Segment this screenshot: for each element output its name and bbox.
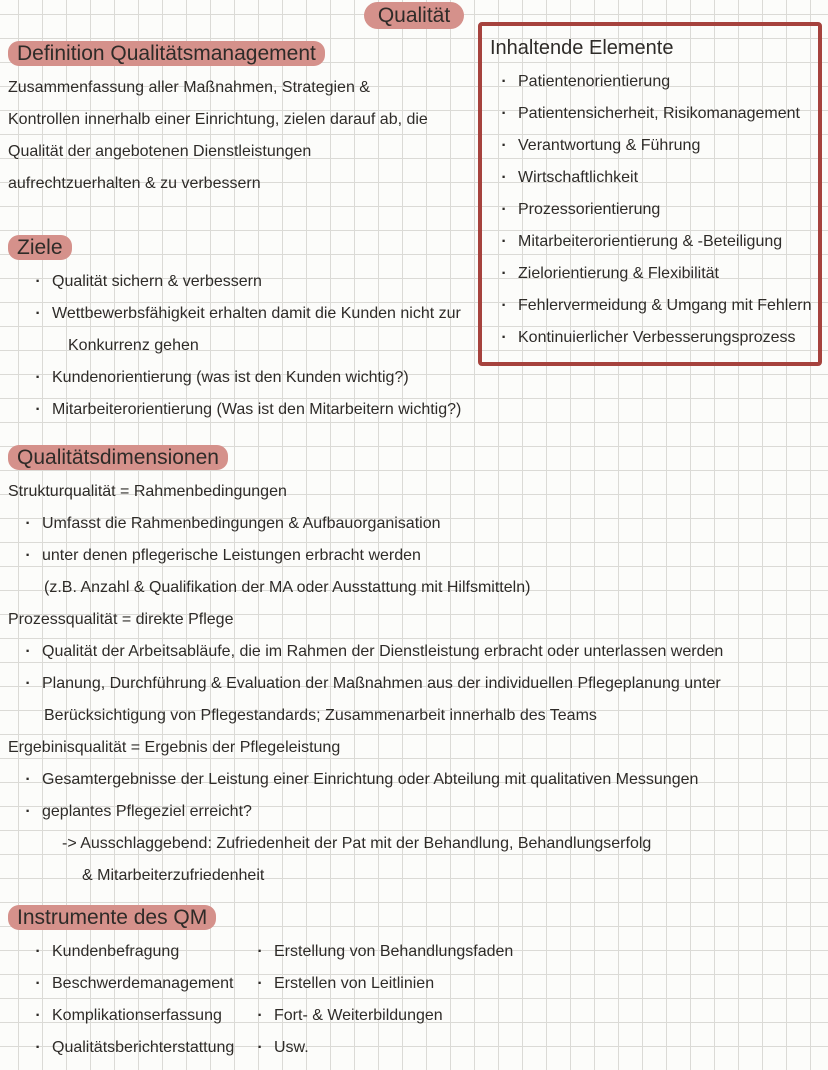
bullet-icon: ·: [501, 329, 507, 346]
list-item-text: Qualität der Arbeitsabläufe, die im Rahmen der Dienstleistung erbracht oder unterlassen werden: [42, 643, 724, 660]
list-item-continuation: & Mitarbeiterzufriedenheit: [82, 867, 265, 884]
definition-line: Zusammenfassung aller Maßnahmen, Strategien &: [8, 79, 370, 96]
section-heading-highlight: Qualitätsdimensionen: [8, 445, 228, 470]
bullet-icon: ·: [35, 1007, 41, 1024]
list-item-text: Prozessorientierung: [518, 201, 661, 218]
bullet-icon: ·: [25, 547, 31, 564]
list-item-text: Fort- & Weiterbildungen: [274, 1007, 443, 1024]
list-item-text: Umfasst die Rahmenbedingungen & Aufbauorganisation: [42, 515, 441, 532]
list-item: [8, 764, 828, 796]
bullet-icon: ·: [25, 803, 31, 820]
list-item-text: Usw.: [274, 1039, 309, 1056]
subsection-title: Prozessqualität = direkte Pflege: [8, 611, 234, 628]
bullet-icon: ·: [501, 137, 507, 154]
bullet-icon: ·: [35, 305, 41, 322]
section-heading-highlight: Ziele: [8, 235, 72, 260]
bullet-icon: ·: [501, 169, 507, 186]
list-item-text: Wirtschaftlichkeit: [518, 169, 639, 186]
list-item: [490, 290, 812, 322]
section-heading: [8, 900, 828, 936]
bullet-icon: ·: [501, 297, 507, 314]
list-item-text: Kundenbefragung: [52, 943, 180, 960]
list-item: [490, 130, 812, 162]
list-item: [8, 508, 828, 540]
bullet-icon: ·: [35, 369, 41, 386]
list-item: [8, 796, 828, 828]
section-instrumente: [8, 900, 828, 1064]
list-item: [8, 668, 828, 700]
list-item: [490, 194, 812, 226]
list-item: [8, 394, 828, 426]
bullet-icon: ·: [25, 675, 31, 692]
bullet-icon: ·: [501, 105, 507, 122]
list-item: [8, 540, 828, 572]
list-item-text: Erstellung von Behandlungsfaden: [274, 943, 514, 960]
list-item: [246, 936, 513, 968]
list-item: [490, 98, 812, 130]
list-item: [8, 1000, 246, 1032]
list-item-continuation: Konkurrenz gehen: [68, 337, 199, 354]
list-item-continuation: Berücksichtigung von Pflegestandards; Zusammenarbeit innerhalb des Teams: [44, 707, 597, 724]
list-item: [8, 636, 828, 668]
list-item-text: Qualitätsberichterstattung: [52, 1039, 235, 1056]
bullet-icon: ·: [257, 975, 263, 992]
list-item-text: Kontinuierlicher Verbesserungsprozess: [518, 329, 796, 346]
list-item-text: Wettbewerbsfähigkeit erhalten damit die Kunden nicht zur: [52, 305, 461, 322]
list-item: [490, 258, 812, 290]
bullet-icon: ·: [25, 515, 31, 532]
list-item: [8, 936, 246, 968]
bullet-icon: ·: [35, 273, 41, 290]
instrumente-right-column: [246, 936, 513, 1064]
list-item: [246, 1032, 513, 1064]
bullet-icon: ·: [501, 233, 507, 250]
list-item: [490, 162, 812, 194]
section-heading-highlight: Instrumente des QM: [8, 905, 216, 930]
list-item-text: Patientensicherheit, Risikomanagement: [518, 105, 800, 122]
elements-box: [478, 22, 822, 366]
list-item-text: Gesamtergebnisse der Leistung einer Einrichtung oder Abteilung mit qualitativen Messungen: [42, 771, 699, 788]
bullet-icon: ·: [501, 73, 507, 90]
list-item-text: Mitarbeiterorientierung & -Beteiligung: [518, 233, 783, 250]
list-item-text: Erstellen von Leitlinien: [274, 975, 435, 992]
list-item-text: Qualität sichern & verbessern: [52, 273, 262, 290]
list-item: [490, 322, 812, 354]
list-item-text: geplantes Pflegeziel erreicht?: [42, 803, 252, 820]
list-item: [8, 1032, 246, 1064]
list-item-text: Fehlervermeidung & Umgang mit Fehlern: [518, 297, 812, 314]
list-item-text: Patientenorientierung: [518, 73, 671, 90]
bullet-icon: ·: [257, 943, 263, 960]
bullet-icon: ·: [25, 643, 31, 660]
list-item-text: Beschwerdemanagement: [52, 975, 234, 992]
section-heading: [8, 440, 828, 476]
list-item-continuation: -> Ausschlaggebend: Zufriedenheit der Pat mit der Behandlung, Behandlungserfolg: [62, 835, 652, 852]
list-item: [246, 968, 513, 1000]
bullet-icon: ·: [257, 1039, 263, 1056]
bullet-icon: ·: [35, 975, 41, 992]
list-item: [490, 66, 812, 98]
bullet-icon: ·: [257, 1007, 263, 1024]
section-qualitaetsdimensionen: [8, 440, 828, 892]
subsection-title: Strukturqualität = Rahmenbedingungen: [8, 483, 287, 500]
list-item: [246, 1000, 513, 1032]
bullet-icon: ·: [501, 201, 507, 218]
bullet-icon: ·: [25, 771, 31, 788]
page-title: Qualität: [364, 2, 464, 29]
list-item-continuation: (z.B. Anzahl & Qualifikation der MA oder Ausstattung mit Hilfsmitteln): [44, 579, 531, 596]
instrumente-columns: [8, 936, 828, 1064]
list-item: [8, 362, 828, 394]
subsection-title: Ergebinisqualität = Ergebnis der Pflegeleistung: [8, 739, 341, 756]
list-item-text: Komplikationserfassung: [52, 1007, 222, 1024]
list-item-text: Zielorientierung & Flexibilität: [518, 265, 719, 282]
instrumente-left-column: [8, 936, 246, 1064]
list-item-text: Kundenorientierung (was ist den Kunden wichtig?): [52, 369, 409, 386]
definition-line: aufrechtzuerhalten & zu verbessern: [8, 175, 261, 192]
list-item: [490, 226, 812, 258]
list-item-text: Planung, Durchführung & Evaluation der Maßnahmen aus der individuellen Pflegeplanung unter: [42, 675, 721, 692]
section-heading-highlight: Definition Qualitätsmanagement: [8, 41, 325, 66]
definition-line: Qualität der angebotenen Dienstleistungen: [8, 143, 312, 160]
list-item-text: unter denen pflegerische Leistungen erbracht werden: [42, 547, 421, 564]
list-item-text: Verantwortung & Führung: [518, 137, 701, 154]
bullet-icon: ·: [35, 401, 41, 418]
elements-box-heading: Inhaltende Elemente: [490, 37, 674, 59]
list-item: [8, 968, 246, 1000]
list-item-text: Mitarbeiterorientierung (Was ist den Mitarbeitern wichtig?): [52, 401, 462, 418]
bullet-icon: ·: [35, 1039, 41, 1056]
bullet-icon: ·: [35, 943, 41, 960]
bullet-icon: ·: [501, 265, 507, 282]
definition-line: Kontrollen innerhalb einer Einrichtung, zielen darauf ab, die: [8, 111, 428, 128]
